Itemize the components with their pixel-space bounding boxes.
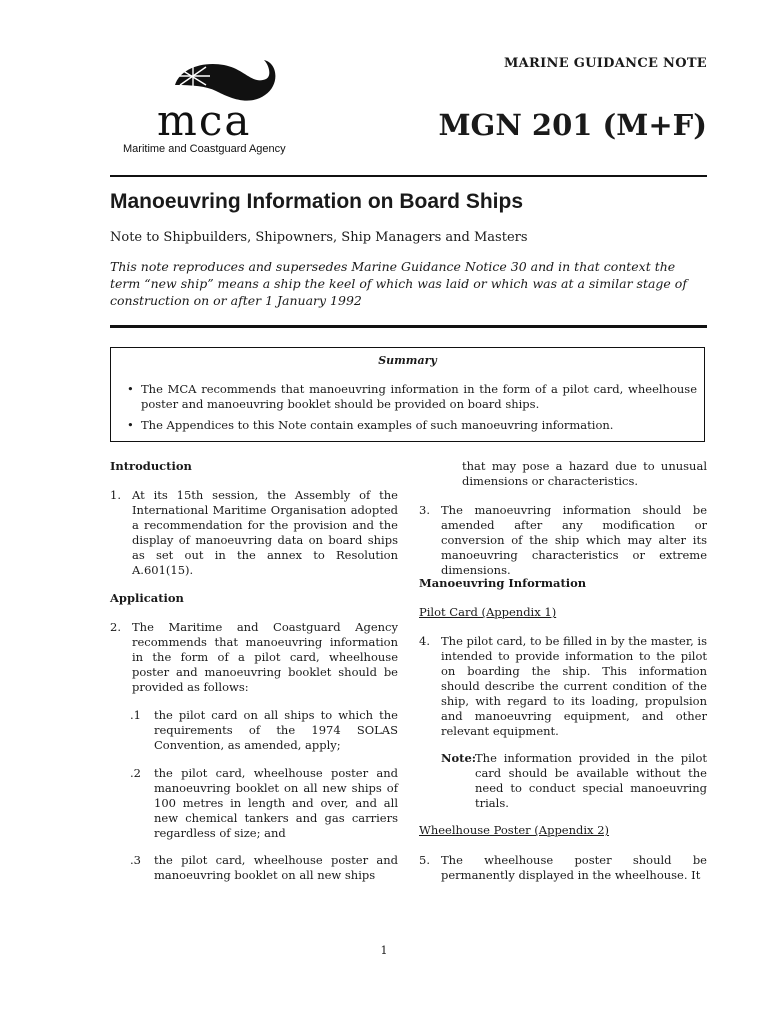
left-column — [110, 459, 398, 889]
paragraph-number: 2. — [110, 620, 121, 634]
subparagraph-3-continued — [462, 459, 707, 489]
paragraph-1 — [110, 488, 398, 578]
paragraph-text: The Maritime and Coastguard Agency recommends that manoeuvring information in the form of a pilot card, wheelhouse poster and manoeuvring booklet should be provided as follows: — [132, 620, 398, 694]
agency-name: Maritime and Coastguard Agency — [123, 143, 286, 155]
subheading-pilot-card: Pilot Card (Appendix 1) — [419, 605, 557, 619]
section-heading-manoeuvring-information: Manoeuvring Information — [419, 576, 587, 590]
audience-note: Note to Shipbuilders, Shipowners, Ship Managers and Masters — [110, 230, 528, 245]
note-label: Note: — [441, 751, 477, 765]
bullet-icon: • — [127, 418, 134, 432]
paragraph-text: The manoeuvring information should be amended after any modification or conversion of the ship which may alter its manoeuvring characteristics or extreme dimensions. — [441, 503, 707, 577]
paragraph-text: The wheelhouse poster should be permanently displayed in the wheelhouse. It — [441, 853, 707, 882]
summary-title: Summary — [378, 354, 437, 367]
subheading-wheelhouse-poster: Wheelhouse Poster (Appendix 2) — [419, 823, 610, 837]
section-heading-application: Application — [110, 591, 184, 605]
paragraph-number: 4. — [419, 634, 430, 648]
paragraph-5 — [419, 853, 707, 883]
paragraph-number: 1. — [110, 488, 121, 502]
subparagraph-number: .3 — [130, 853, 141, 867]
subparagraph-text: the pilot card, wheelhouse poster and manoeuvring booklet on all new ships — [154, 853, 398, 882]
subparagraph-2 — [130, 766, 398, 841]
paragraph-number: 3. — [419, 503, 430, 517]
summary-bullet — [127, 418, 697, 433]
header-rule — [110, 175, 707, 177]
summary-bullet-text: The Appendices to this Note contain examples of such manoeuvring information. — [141, 418, 614, 432]
page-title: Manoeuvring Information on Board Ships — [110, 190, 524, 213]
paragraph-number: 5. — [419, 853, 430, 867]
subparagraph-text: the pilot card on all ships to which the requirements of the 1974 SOLAS Convention, as amended, apply; — [154, 708, 398, 752]
section-rule — [110, 325, 707, 328]
note-text: The information provided in the pilot card should be available without the need to conduct special manoeuvring trials. — [475, 751, 707, 810]
document-code: MGN 201 (M+F) — [438, 108, 707, 142]
subparagraph-number: .1 — [130, 708, 141, 722]
paragraph-text: that may pose a hazard due to unusual dimensions or characteristics. — [462, 459, 707, 488]
subparagraph-3 — [130, 853, 398, 883]
section-heading-introduction: Introduction — [110, 459, 192, 473]
summary-bullet-text: The MCA recommends that manoeuvring information in the form of a pilot card, wheelhouse poster and manoeuvring booklet should be provided on board ships. — [141, 382, 697, 411]
subparagraph-number: .2 — [130, 766, 141, 780]
document-type-label: MARINE GUIDANCE NOTE — [503, 56, 707, 71]
subparagraph-1 — [130, 708, 398, 753]
note — [441, 751, 707, 811]
paragraph-3 — [419, 503, 707, 578]
paragraph-4 — [419, 634, 707, 739]
paragraph-2 — [110, 620, 398, 695]
logo-wordmark: mca — [157, 96, 252, 145]
subparagraph-text: the pilot card, wheelhouse poster and manoeuvring booklet on all new ships of 100 metres in length and over, and all new chemical tankers and gas carriers regardless of size; and — [154, 766, 398, 840]
summary-box — [110, 347, 705, 442]
paragraph-text: At its 15th session, the Assembly of the International Maritime Organisation adopted a recommendation for the provision and the display of manoeuvring data on board ships as set out in the annex to Resolution A.601(15). — [132, 488, 398, 577]
supersedes-note: This note reproduces and supersedes Marine Guidance Notice 30 and in that context the term “new ship” means a ship the keel of which was laid or which was at a similar stage of construction on or after 1 January 1992 — [110, 259, 687, 308]
summary-bullet — [127, 382, 697, 412]
page-number: 1 — [380, 944, 388, 957]
paragraph-text: The pilot card, to be filled in by the master, is intended to provide information to the pilot on boarding the ship. This information should describe the current condition of the ship, with regard to its loading, propulsion and manoeuvring equipment, and other relevant equipment. — [441, 634, 707, 738]
bullet-icon: • — [127, 382, 134, 396]
right-column — [419, 459, 707, 889]
